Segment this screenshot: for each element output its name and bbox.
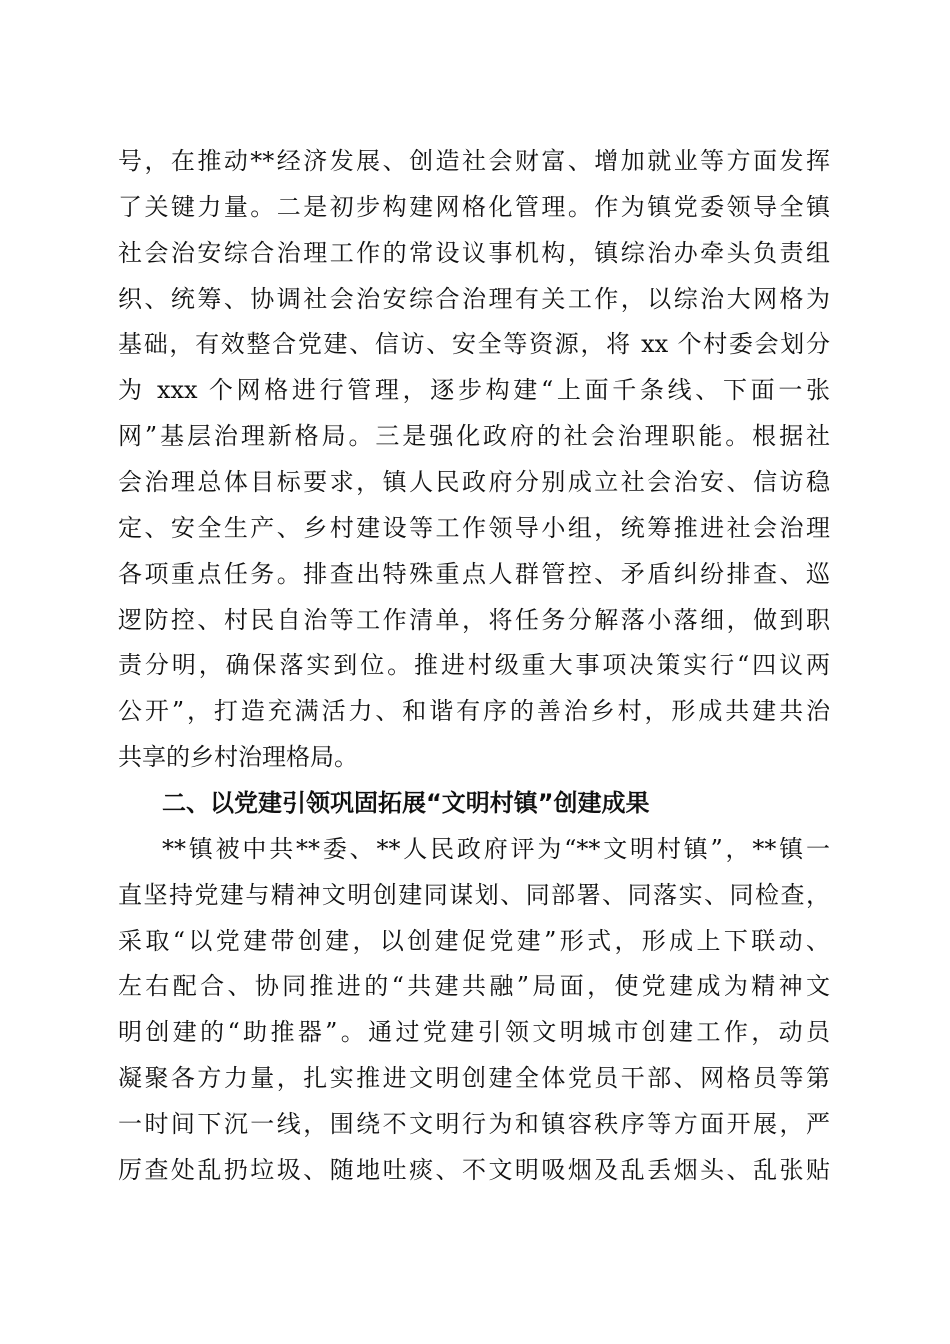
body-text-line: 厉查处乱扔垃圾、随地吐痰、不文明吸烟及乱丢烟头、乱张贴 [118, 1156, 830, 1184]
body-text-line: 共享的乡村治理格局。 [118, 743, 358, 771]
body-text-line: 了关键力量。二是初步构建网格化管理。作为镇党委领导全镇 [118, 193, 830, 221]
body-text-line: 号，在推动**经济发展、创造社会财富、增加就业等方面发挥 [118, 147, 830, 175]
body-text-line: 一时间下沉一线，围绕不文明行为和镇容秩序等方面开展，严 [118, 1110, 830, 1138]
body-text-line: 采取“以党建带创建，以创建促党建”形式，形成上下联动、 [118, 927, 830, 955]
body-text-line: 公开”，打造充满活力、和谐有序的善治乡村，形成共建共治 [118, 697, 830, 725]
body-text-line: 网”基层治理新格局。三是强化政府的社会治理职能。根据社 [118, 422, 830, 450]
body-text-line: 定、安全生产、乡村建设等工作领导小组，统筹推进社会治理 [118, 514, 830, 542]
body-text-line: 左右配合、协同推进的“共建共融”局面，使党建成为精神文 [118, 972, 830, 1000]
section-heading: 二、以党建引领巩固拓展“文明村镇”创建成果 [162, 789, 650, 817]
body-text-line: 责分明，确保落实到位。推进村级重大事项决策实行“四议两 [118, 651, 830, 679]
body-text-line: 凝聚各方力量，扎实推进文明创建全体党员干部、网格员等第 [118, 1064, 830, 1092]
body-text-line: 直坚持党建与精神文明创建同谋划、同部署、同落实、同检查， [118, 881, 830, 909]
body-text-line: 各项重点任务。排查出特殊重点人群管控、矛盾纠纷排查、巡 [118, 560, 830, 588]
body-text-line: 为 xxx 个网格进行管理，逐步构建“上面千条线、下面一张 [118, 376, 830, 404]
body-text-line: 明创建的“助推器”。通过党建引领文明城市创建工作，动员 [118, 1018, 830, 1046]
body-text-line: 逻防控、村民自治等工作清单，将任务分解落小落细，做到职 [118, 606, 830, 634]
body-text-line: 织、统筹、协调社会治安综合治理有关工作，以综治大网格为 [118, 285, 830, 313]
body-text-line: **镇被中共**委、**人民政府评为“**文明村镇”，**镇一 [162, 835, 830, 863]
body-text-line: 会治理总体目标要求，镇人民政府分别成立社会治安、信访稳 [118, 468, 830, 496]
body-text-line: 社会治安综合治理工作的常设议事机构，镇综治办牵头负责组 [118, 239, 830, 267]
body-text-line: 基础，有效整合党建、信访、安全等资源，将 xx 个村委会划分 [118, 330, 830, 358]
